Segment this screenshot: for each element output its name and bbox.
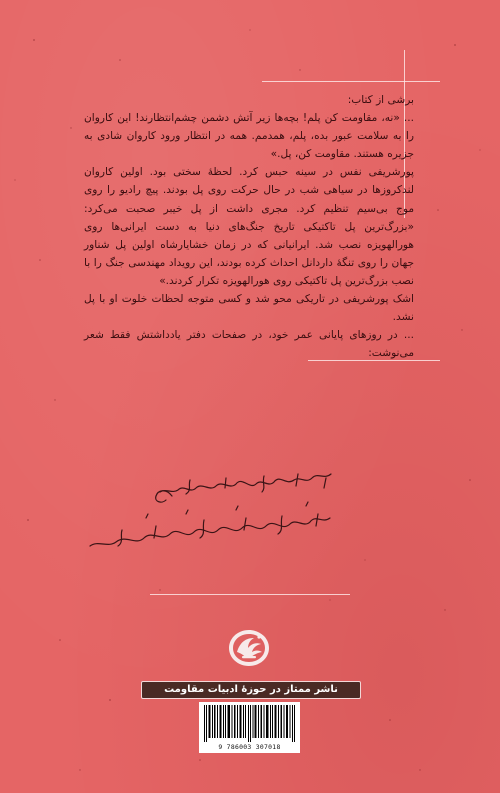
isbn-number: 9 786003 307018 bbox=[218, 743, 281, 751]
crop-guide-bottom bbox=[150, 594, 350, 595]
excerpt-paragraph: پورشریفی نفس در سینه حبس کرد. لحظهٔ سختی بود. اولین کاروان لندکروزها در سیاهی شب در حال حرکت روی پل بودند. پیچ رادیو را روی موج بی‌سیم تنظیم کرد. مجری داشت از پل خیبر صحبت می‌کرد: «بزرگ‌ترین پل تاکتیکی تاریخ جنگ‌های دنیا به دست ایرانی‌ها روی هورالهویزه نصب شد. ایرانیانی که در زمان خشایارشاه اولین پل شناور جهان را روی تنگهٔ داردانل احداث کرده بودند، این رویداد مهندسی جنگ را با نصب بزرگ‌ترین پل تاکتیکی روی هورالهویزه تکرار کردند.» bbox=[84, 166, 414, 287]
isbn-barcode bbox=[199, 702, 300, 753]
publisher-logo bbox=[226, 628, 272, 668]
crop-guide-top bbox=[262, 81, 440, 82]
excerpt-heading: برشی از کتاب: bbox=[347, 94, 414, 106]
excerpt-paragraph: ... در روزهای پایانی عمر خود، در صفحات دفتر یادداشتش فقط شعر می‌نوشت: bbox=[84, 329, 414, 360]
handwritten-poem-signature bbox=[86, 466, 336, 556]
barcode-bars bbox=[204, 705, 295, 742]
publisher-badge: ناشر ممتاز در حوزهٔ ادبیات مقاومت bbox=[141, 681, 361, 699]
excerpt-paragraph: اشک پورشریفی در تاریکی محو شد و کسی متوجه لحظات خلوت او با پل نشد. bbox=[84, 293, 414, 324]
excerpt-paragraph: ... «نه، مقاومت کن پلم! بچه‌ها زیر آتش دشمن چشم‌انتظارند! این کاروان را به سلامت عبور بده، پلم، همدمم. همه در انتظار ورود کاروان شادی به جزیره هستند. مقاومت کن، پل.» bbox=[84, 112, 414, 161]
book-excerpt bbox=[84, 91, 414, 362]
